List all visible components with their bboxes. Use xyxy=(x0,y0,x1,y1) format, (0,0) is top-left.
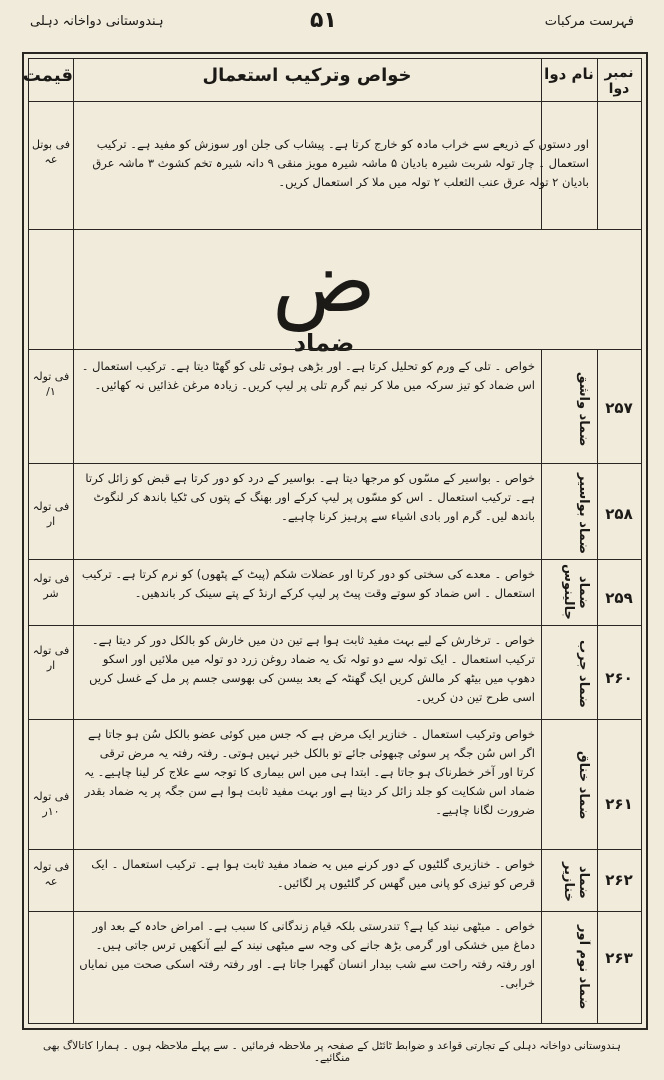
header-divider xyxy=(29,101,641,102)
col-divider-name xyxy=(541,349,542,1023)
row-number: ۲۶۲ xyxy=(605,871,633,889)
row-divider xyxy=(29,559,641,560)
row-name: ضماد جالینوس xyxy=(561,564,591,620)
row-text: خواص ۔ تلی کے ورم کو تحلیل کرتا ہے۔ اور بڑھی ہوئی تلی کو گھٹا دیتا ہے۔ ترکیب استعمال ۔ اس ضماد کو تیز سرکہ میں ملا کر نیم گرم تلی پر لیپ کریں۔ زیادہ مرغن غذائیں نہ کھائیں۔ xyxy=(81,359,535,392)
column-header-price: قیمت xyxy=(22,65,73,86)
page-number: ۵۱ xyxy=(310,8,337,33)
row-price: فی تولہ شر xyxy=(32,572,70,600)
row-name: ضماد بواسیر xyxy=(576,473,591,555)
row-price: فی تولہ عہ xyxy=(32,860,70,888)
section-letter: ض xyxy=(272,232,376,332)
row-price: فی تولہ ار xyxy=(32,500,70,528)
row-text: خواص ۔ میٹھی نیند کیا ہے؟ تندرستی بلکہ قیام زندگانی کا سبب ہے۔ امراض حادہ کے بعد اور دماغ میں خشکی اور گرمی بڑھ جانے کی وجہ سے میٹھی نیند کے لیے آنکھیں ترس جاتی ہیں۔ اور رفتہ رفتہ راحت سے شب بیدار انسان گھبرا جاتا ہے۔ اور رفتہ رفتہ اسکی صحت میں نمایاں خرابی۔ xyxy=(79,919,535,990)
row-price: فی تولہ ۱۰ر xyxy=(32,790,70,818)
header-left: ہندوستانی دواخانہ دہلی xyxy=(30,14,164,29)
intro-text: اور دستوں کے ذریعے سے خراب مادہ کو خارج کرتا ہے۔ پیشاب کی جلن اور سوزش کو مفید ہے۔ ترکیب استعمال ۔ چار تولہ شربت شیرہ بادیان ۵ ماشہ شیرہ مویز منقی ۹ دانہ شیرہ تخم کشوث ۳ ماشہ عرق بادیان ۲ تولہ عرق عنب الثعلب ۲ تولہ میں ملا کر استعمال کریں۔ xyxy=(92,137,589,189)
column-header-description: خواص وترکیب استعمال xyxy=(202,65,412,86)
row-number: ۲۵۹ xyxy=(605,589,633,607)
section-label: ضماد xyxy=(293,329,355,357)
section-divider xyxy=(29,349,641,350)
row-text: خواص ۔ ترخارش کے لیے بہت مفید ثابت ہوا ہے تین دن میں خارش کو بالکل دور کر دیتا ہے۔ ترکیب استعمال ۔ ایک تولہ سے دو تولہ تک یہ ضماد روغن زرد دو تولہ میں ملائیں اور اسکو دھوپ میں بیٹھ کر مالش کریں ایک گھنٹہ کے بعد بیسن کی بھوسی جسم پر مل کے غسل کریں اسی طرح تین دن کریں۔ xyxy=(89,633,535,704)
row-text: خواص ۔ معدے کی سختی کو دور کرتا اور عضلات شکم (پیٹ کے پٹھوں) کو نرم کرتا ہے۔ ترکیب استعمال ۔ اس ضماد کو سوتے وقت پیٹ پر لیپ کرکے ارنڈ کے پتے سینک کر باندھیں۔ xyxy=(81,567,535,600)
row-number: ۲۶۱ xyxy=(605,795,633,813)
row-number: ۲۶۰ xyxy=(605,669,633,687)
row-text: خواص وترکیب استعمال ۔ خنازیر ایک مرض ہے کہ جس میں کوئی عضو بالکل سُن ہو جاتا ہے اگر اس سُن جگہ پر سوئی چبھوئی جائے تو بالکل خبر نہیں ہوتی۔ رفتہ رفتہ یہ مرض ترقی کرتا اور آخر خطرناک ہو جاتا ہے۔ ابتدا ہی میں اس بیماری کا توجہ سے علاج کر لینا چاہیے۔ یہ ضماد اس شکایت کو جلد زائل کر دیتا ہے اور بہت مفید ثابت ہوا ہے سن جگہ پر یہ ضماد بقدر ضرورت لگانا چاہیے۔ xyxy=(84,727,535,817)
intro-divider xyxy=(29,229,641,230)
row-number: ۲۵۸ xyxy=(605,505,633,523)
row-price: فی تولہ ۱/ xyxy=(32,370,70,398)
row-divider xyxy=(29,719,641,720)
row-name: ضماد خنازیر xyxy=(561,861,591,902)
row-price: فی تولہ ار xyxy=(32,644,70,672)
table-frame xyxy=(22,52,648,1030)
row-number: ۲۶۳ xyxy=(605,949,633,967)
column-header-name: نام دوا xyxy=(544,65,594,83)
header-right: فہرست مرکبات xyxy=(544,14,634,29)
footer-note: ہندوستانی دواخانہ دہلی کے تجارتی قواعد و ضوابط ٹائٹل کے صفحہ پر ملاحظہ فرمائیں ۔ سے پہلے ملاحظہ ہوں ۔ ہمارا کاتالاگ بھی منگائیے۔ xyxy=(43,1040,621,1064)
row-name: ضماد خناق xyxy=(576,750,591,820)
row-divider xyxy=(29,463,641,464)
row-divider xyxy=(29,849,641,850)
row-number: ۲۵۷ xyxy=(605,399,633,417)
intro-price: فی بوتل عہ xyxy=(31,138,71,166)
col-divider-price xyxy=(73,59,74,1023)
row-divider xyxy=(29,625,641,626)
row-name: ضماد نوم آور xyxy=(576,924,591,1010)
row-name: ضماد جرب xyxy=(576,640,591,708)
row-name: ضماد واشق xyxy=(576,371,591,447)
row-text: خواص ۔ بواسیر کے مسّوں کو مرجھا دیتا ہے۔ بواسیر کے درد کو دور کرتا ہے قبض کو زائل کرتا ہے۔ ترکیب استعمال ۔ اس کو مسّوں پر لیپ کرکے اور بھنگ کے پتوں کی ٹکیا باندھ کر لنگوٹ باندھ لیں۔ گرم اور بادی اشیاء سے پرہیز کرنا چاہیے۔ xyxy=(85,471,535,523)
table-inner xyxy=(22,58,642,1024)
column-header-number: نمبر دوا xyxy=(604,65,634,97)
row-divider xyxy=(29,911,641,912)
row-text: خواص ۔ خنازیری گلٹیوں کے دور کرنے میں یہ ضماد مفید ثابت ہوا ہے۔ ترکیب استعمال ۔ ایک قرص کو تیزی کو پانی میں گھس کر گلٹیوں پر لگائیں۔ xyxy=(91,857,535,890)
